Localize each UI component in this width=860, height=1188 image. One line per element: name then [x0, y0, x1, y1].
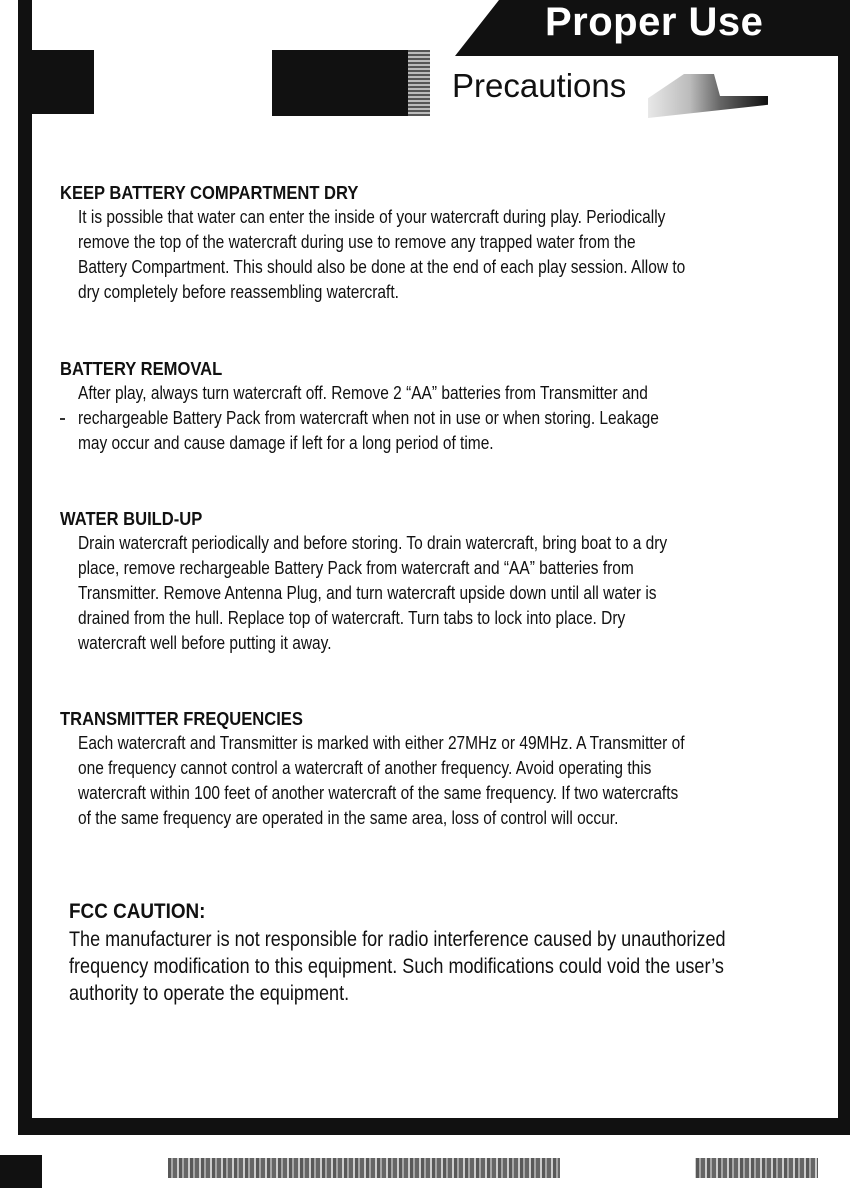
fcc-body — [69, 926, 809, 1007]
body-line: place, remove rechargeable Battery Pack from watercraft and “AA” batteries from — [78, 558, 634, 578]
page-frame-right — [838, 0, 850, 1135]
body-line: drained from the hull. Replace top of watercraft. Turn tabs to lock into place. Dry — [78, 608, 626, 628]
page-subtitle: Precautions — [452, 67, 627, 104]
header-dark-block — [272, 50, 410, 116]
section-heading: WATER BUILD-UP — [60, 509, 203, 529]
section-transmitter-frequencies — [60, 707, 800, 831]
fcc-line: The manufacturer is not responsible for radio interference caused by unauthorized — [69, 928, 726, 951]
fcc-line: frequency modification to this equipment. Such modifications could void the user’s — [69, 955, 724, 978]
body-line: It is possible that water can enter the inside of your watercraft during play. Periodically — [78, 207, 666, 227]
body-line: watercraft within 100 feet of another watercraft of the same frequency. If two watercrafts — [78, 783, 679, 803]
body-line: Transmitter. Remove Antenna Plug, and turn watercraft upside down until all water is — [78, 583, 657, 603]
subtitle-accent-swoosh — [648, 74, 768, 118]
page-frame-left — [18, 0, 32, 1135]
section-heading: TRANSMITTER FREQUENCIES — [60, 709, 303, 729]
section-body — [78, 531, 798, 656]
body-line: Drain watercraft periodically and before storing. To drain watercraft, bring boat to a dry — [78, 533, 668, 553]
section-heading: KEEP BATTERY COMPARTMENT DRY — [60, 183, 359, 203]
body-line: remove the top of the watercraft during use to remove any trapped water from the — [78, 232, 636, 252]
section-water-build-up — [60, 507, 800, 656]
body-line: rechargeable Battery Pack from watercraft when not in use or when storing. Leakage — [78, 408, 659, 428]
section-keep-battery-dry — [60, 181, 800, 305]
section-body — [78, 205, 798, 305]
left-tab-block — [32, 50, 94, 114]
fcc-line: authority to operate the equipment. — [69, 982, 350, 1005]
scan-corner-mark — [0, 1155, 42, 1188]
section-body — [78, 731, 798, 831]
body-line: one frequency cannot control a watercraft of another frequency. Avoid operating this — [78, 758, 652, 778]
fcc-heading: FCC CAUTION: — [69, 900, 206, 923]
page-frame-bottom — [18, 1118, 850, 1135]
header-halftone — [408, 50, 430, 116]
section-battery-removal — [60, 357, 800, 456]
body-line: of the same frequency are operated in the same area, loss of control will occur. — [78, 808, 619, 828]
body-line: dry completely before reassembling watercraft. — [78, 282, 399, 302]
scan-dash-mark — [60, 418, 65, 420]
page-title: Proper Use — [545, 0, 764, 44]
body-line: After play, always turn watercraft off. Remove 2 “AA” batteries from Transmitter and — [78, 383, 648, 403]
body-line: watercraft well before putting it away. — [78, 633, 332, 653]
section-body — [78, 381, 798, 456]
body-line: Each watercraft and Transmitter is marked with either 27MHz or 49MHz. A Transmitter of — [78, 733, 685, 753]
section-heading: BATTERY REMOVAL — [60, 359, 223, 379]
scan-noise-strip — [168, 1158, 818, 1178]
scan-noise-gap — [560, 1158, 695, 1178]
body-line: Battery Compartment. This should also be done at the end of each play session. Allow to — [78, 257, 686, 277]
body-line: may occur and cause damage if left for a long period of time. — [78, 433, 494, 453]
fcc-caution — [69, 898, 809, 1007]
